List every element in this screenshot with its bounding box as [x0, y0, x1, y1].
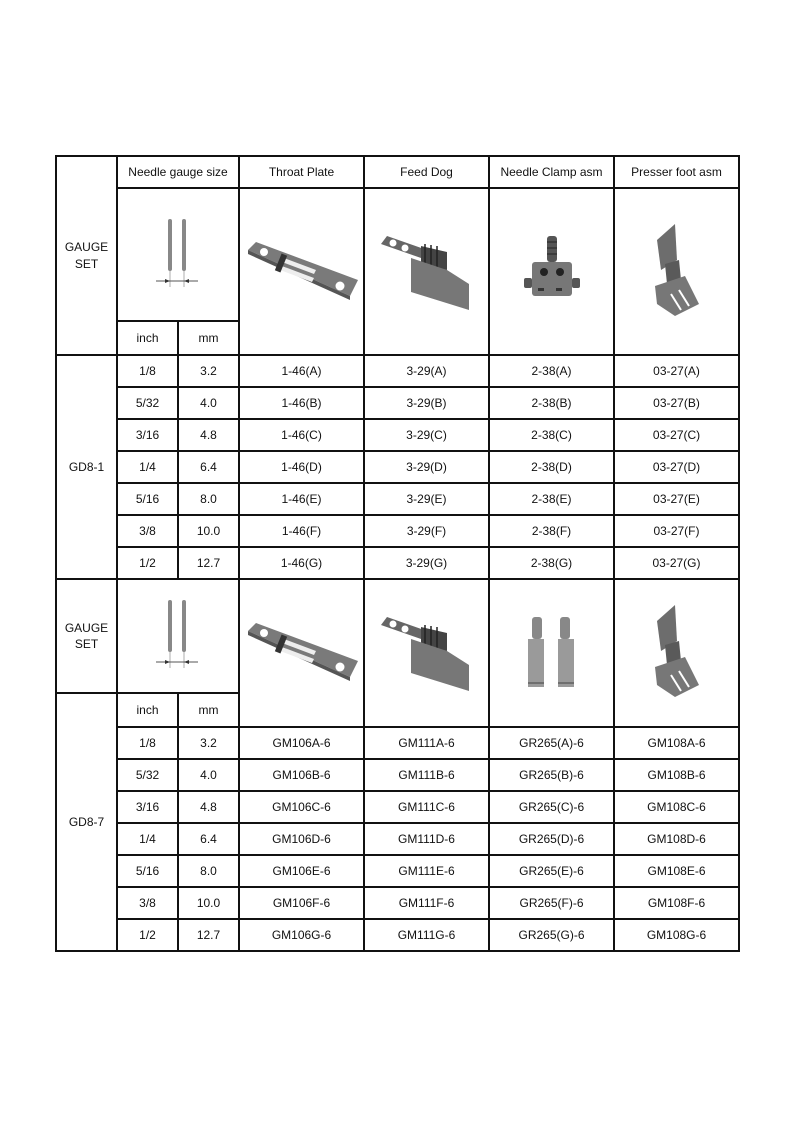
- presser-foot-icon: [635, 220, 719, 324]
- throat-plate-icon: [244, 240, 360, 304]
- cell-inch: 3/8: [117, 887, 178, 919]
- cell-throat-plate: 1-46(D): [239, 451, 364, 483]
- cell-needle-clamp: GR265(D)-6: [489, 823, 614, 855]
- cell-mm: 6.4: [178, 451, 239, 483]
- cell-throat-plate: GM106C-6: [239, 791, 364, 823]
- table-row: [56, 791, 739, 823]
- cell-mm: 4.0: [178, 759, 239, 791]
- table-row: [56, 855, 739, 887]
- presser-foot-image-cell-image: [615, 189, 738, 354]
- presser-foot-image-cell: [614, 188, 739, 355]
- presser-foot-image-cell: [614, 579, 739, 727]
- cell-feed-dog: GM111F-6: [364, 887, 489, 919]
- cell-inch: 3/8: [117, 515, 178, 547]
- cell-feed-dog: 3-29(D): [364, 451, 489, 483]
- cell-throat-plate: 1-46(C): [239, 419, 364, 451]
- cell-inch: 5/32: [117, 387, 178, 419]
- cell-presser-foot: 03-27(D): [614, 451, 739, 483]
- cell-needle-clamp: 2-38(B): [489, 387, 614, 419]
- cell-presser-foot: GM108E-6: [614, 855, 739, 887]
- cell-presser-foot: 03-27(F): [614, 515, 739, 547]
- needle-clamp-image-cell: [489, 579, 614, 727]
- cell-feed-dog: GM111A-6: [364, 727, 489, 759]
- gauge-set-label-line1: GAUGE: [64, 240, 109, 255]
- header-presser-foot: Presser foot asm: [614, 156, 739, 188]
- gauge-set-label: [56, 579, 117, 693]
- cell-presser-foot: 03-27(G): [614, 547, 739, 579]
- cell-mm: 12.7: [178, 919, 239, 951]
- group-label: GD8-7: [56, 693, 117, 951]
- needle-gauge-image-cell: [117, 188, 239, 321]
- cell-inch: 5/16: [117, 855, 178, 887]
- cell-presser-foot: GM108A-6: [614, 727, 739, 759]
- needle-gauge-image-cell-image: [118, 189, 238, 320]
- cell-inch: 1/2: [117, 919, 178, 951]
- table-row: [56, 919, 739, 951]
- cell-throat-plate: GM106G-6: [239, 919, 364, 951]
- cell-feed-dog: 3-29(G): [364, 547, 489, 579]
- cell-needle-clamp: GR265(G)-6: [489, 919, 614, 951]
- image-row: [56, 188, 739, 321]
- presser-foot-icon: [635, 601, 719, 705]
- table-row: [56, 483, 739, 515]
- cell-mm: 12.7: [178, 547, 239, 579]
- cell-inch: 3/16: [117, 419, 178, 451]
- cell-presser-foot: 03-27(A): [614, 355, 739, 387]
- presser-foot-image-cell-image: [615, 580, 738, 726]
- header-row: [56, 156, 739, 188]
- cell-feed-dog: 3-29(F): [364, 515, 489, 547]
- feed-dog-image-cell: [364, 188, 489, 355]
- table-row: [56, 759, 739, 791]
- cell-inch: 3/16: [117, 791, 178, 823]
- table-row: [56, 419, 739, 451]
- header-needle-clamp: Needle Clamp asm: [489, 156, 614, 188]
- table-row: [56, 823, 739, 855]
- needle-clamp-pair-icon: [512, 611, 592, 695]
- throat-plate-image-cell: [239, 188, 364, 355]
- cell-feed-dog: GM111G-6: [364, 919, 489, 951]
- cell-inch: 1/2: [117, 547, 178, 579]
- gauge-set-label: [56, 156, 117, 355]
- header-feed-dog: Feed Dog: [364, 156, 489, 188]
- needle-gauge-image-cell-image: [118, 580, 238, 692]
- cell-needle-clamp: GR265(C)-6: [489, 791, 614, 823]
- cell-inch: 1/4: [117, 823, 178, 855]
- unit-inch: inch: [117, 693, 178, 727]
- cell-needle-clamp: GR265(F)-6: [489, 887, 614, 919]
- cell-throat-plate: GM106E-6: [239, 855, 364, 887]
- table-row: [56, 355, 739, 387]
- throat-plate-image-cell-image: [240, 189, 363, 354]
- cell-feed-dog: 3-29(E): [364, 483, 489, 515]
- cell-needle-clamp: 2-38(F): [489, 515, 614, 547]
- cell-inch: 5/32: [117, 759, 178, 791]
- needle-clamp-icon: [512, 230, 592, 314]
- cell-feed-dog: GM111D-6: [364, 823, 489, 855]
- cell-inch: 5/16: [117, 483, 178, 515]
- cell-feed-dog: GM111C-6: [364, 791, 489, 823]
- cell-needle-clamp: 2-38(E): [489, 483, 614, 515]
- image-row: [56, 579, 739, 693]
- unit-inch: inch: [117, 321, 178, 355]
- table-row: [56, 515, 739, 547]
- table-row: [56, 387, 739, 419]
- cell-feed-dog: 3-29(C): [364, 419, 489, 451]
- cell-mm: 10.0: [178, 515, 239, 547]
- group-label: GD8-1: [56, 355, 117, 579]
- cell-needle-clamp: GR265(B)-6: [489, 759, 614, 791]
- cell-mm: 8.0: [178, 855, 239, 887]
- cell-throat-plate: GM106B-6: [239, 759, 364, 791]
- cell-mm: 3.2: [178, 355, 239, 387]
- cell-feed-dog: GM111E-6: [364, 855, 489, 887]
- cell-throat-plate: 1-46(F): [239, 515, 364, 547]
- cell-throat-plate: GM106A-6: [239, 727, 364, 759]
- needle-clamp-image-cell-image: [490, 580, 613, 726]
- cell-presser-foot: 03-27(E): [614, 483, 739, 515]
- cell-presser-foot: GM108F-6: [614, 887, 739, 919]
- cell-mm: 10.0: [178, 887, 239, 919]
- gauge-set-label-line2: SET: [74, 637, 99, 651]
- cell-presser-foot: GM108B-6: [614, 759, 739, 791]
- header-throat-plate: Throat Plate: [239, 156, 364, 188]
- cell-throat-plate: 1-46(G): [239, 547, 364, 579]
- cell-mm: 8.0: [178, 483, 239, 515]
- cell-needle-clamp: 2-38(A): [489, 355, 614, 387]
- needle-gauge-image-cell: [117, 579, 239, 693]
- gauge-set-label-line1: GAUGE: [64, 620, 109, 635]
- unit-mm: mm: [178, 321, 239, 355]
- needle-gauge-icon: [148, 215, 208, 295]
- feed-dog-image-cell: [364, 579, 489, 727]
- throat-plate-image-cell-image: [240, 580, 363, 726]
- cell-mm: 4.8: [178, 419, 239, 451]
- cell-feed-dog: 3-29(B): [364, 387, 489, 419]
- needle-clamp-image-cell: [489, 188, 614, 355]
- table-row: [56, 727, 739, 759]
- needle-clamp-image-cell-image: [490, 189, 613, 354]
- cell-throat-plate: GM106D-6: [239, 823, 364, 855]
- cell-feed-dog: GM111B-6: [364, 759, 489, 791]
- table-row: [56, 887, 739, 919]
- cell-presser-foot: GM108D-6: [614, 823, 739, 855]
- cell-presser-foot: 03-27(B): [614, 387, 739, 419]
- cell-presser-foot: 03-27(C): [614, 419, 739, 451]
- cell-feed-dog: 3-29(A): [364, 355, 489, 387]
- needle-gauge-icon: [148, 596, 208, 676]
- gauge-set-table: [55, 155, 740, 952]
- cell-needle-clamp: GR265(E)-6: [489, 855, 614, 887]
- table-row: [56, 451, 739, 483]
- unit-mm: mm: [178, 693, 239, 727]
- cell-throat-plate: 1-46(B): [239, 387, 364, 419]
- throat-plate-icon: [244, 621, 360, 685]
- cell-mm: 4.0: [178, 387, 239, 419]
- cell-inch: 1/4: [117, 451, 178, 483]
- feed-dog-image-cell-image: [365, 189, 488, 354]
- cell-mm: 6.4: [178, 823, 239, 855]
- cell-needle-clamp: 2-38(C): [489, 419, 614, 451]
- feed-dog-icon: [377, 230, 477, 314]
- table-row: [56, 547, 739, 579]
- cell-throat-plate: 1-46(A): [239, 355, 364, 387]
- cell-mm: 4.8: [178, 791, 239, 823]
- gauge-set-label-line2: SET: [74, 256, 99, 271]
- cell-inch: 1/8: [117, 355, 178, 387]
- feed-dog-icon: [377, 611, 477, 695]
- cell-inch: 1/8: [117, 727, 178, 759]
- cell-presser-foot: GM108G-6: [614, 919, 739, 951]
- cell-mm: 3.2: [178, 727, 239, 759]
- throat-plate-image-cell: [239, 579, 364, 727]
- feed-dog-image-cell-image: [365, 580, 488, 726]
- cell-throat-plate: GM106F-6: [239, 887, 364, 919]
- cell-needle-clamp: 2-38(D): [489, 451, 614, 483]
- cell-needle-clamp: GR265(A)-6: [489, 727, 614, 759]
- cell-presser-foot: GM108C-6: [614, 791, 739, 823]
- header-needle-gauge-size: Needle gauge size: [117, 156, 239, 188]
- cell-needle-clamp: 2-38(G): [489, 547, 614, 579]
- cell-throat-plate: 1-46(E): [239, 483, 364, 515]
